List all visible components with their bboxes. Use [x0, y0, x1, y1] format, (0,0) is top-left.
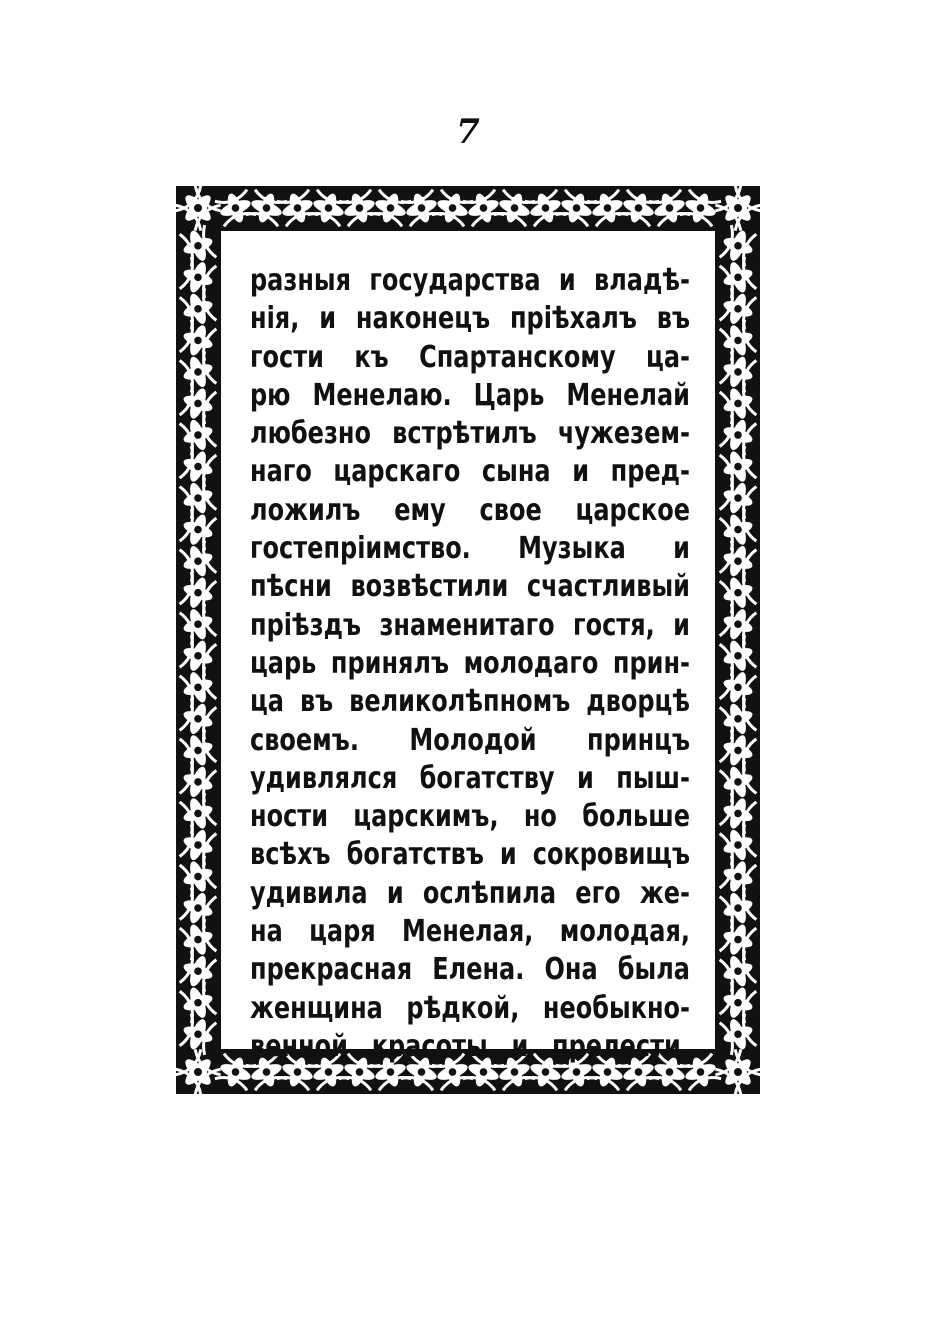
text-line	[250, 951, 690, 989]
word: наго	[250, 454, 312, 490]
word: царскаго	[333, 454, 461, 490]
word: венной	[250, 1028, 348, 1064]
word: Елена.	[432, 952, 525, 988]
text-line	[250, 607, 690, 645]
word: наконецъ	[355, 301, 491, 337]
word: пѣсни	[250, 569, 332, 605]
word: нія,	[250, 301, 300, 337]
text-line	[250, 530, 690, 568]
word: ца-	[646, 339, 690, 375]
word: Царь	[473, 377, 545, 413]
word: владѣ-	[594, 263, 690, 298]
word: и	[511, 1028, 529, 1064]
word: всѣхъ	[250, 837, 331, 873]
text-line	[250, 798, 690, 836]
word: и	[576, 760, 594, 796]
word: сына	[481, 454, 551, 490]
text-line	[250, 262, 690, 300]
word: принялъ	[330, 645, 450, 681]
word: и	[499, 837, 517, 873]
word: но	[523, 799, 557, 835]
word: его	[575, 875, 621, 911]
word: удивлялся	[250, 760, 398, 796]
text-line	[250, 683, 690, 721]
word: своемъ.	[250, 722, 359, 758]
word: рю	[250, 377, 291, 413]
word: же-	[639, 875, 690, 911]
word: Музыка	[518, 531, 626, 567]
word: была	[617, 952, 690, 988]
word: великолѣпномъ	[349, 684, 571, 720]
text-line	[250, 990, 690, 1028]
page-number: 7	[456, 112, 480, 152]
word: ослѣпила	[422, 875, 557, 911]
word: необыкно-	[542, 990, 690, 1026]
word: пріѣхалъ	[509, 301, 637, 337]
text-line	[250, 645, 690, 683]
word: Спартанскому	[419, 339, 616, 375]
word: богатству	[419, 760, 555, 796]
word: Она	[544, 952, 598, 988]
word: и	[673, 607, 690, 643]
word: Менелай	[566, 377, 690, 413]
word: ца	[250, 684, 284, 720]
word: красоты	[371, 1028, 488, 1064]
word: Молодой	[409, 722, 537, 758]
text-line	[250, 415, 690, 453]
text-line	[250, 875, 690, 913]
word: царское	[575, 492, 690, 528]
word: въ	[656, 301, 690, 337]
text-line	[250, 1028, 690, 1066]
text-line	[250, 453, 690, 491]
word: пыш-	[616, 760, 690, 796]
word: прекрасная	[250, 952, 413, 988]
word: и	[558, 263, 576, 298]
text-line	[250, 300, 690, 338]
word: чужезем-	[557, 416, 690, 452]
word: сокровищъ	[532, 837, 690, 873]
word: гостя,	[573, 607, 655, 643]
word: счастливый	[526, 569, 690, 605]
word: царь	[250, 645, 317, 681]
word: молодая,	[559, 914, 690, 950]
word: дворцѣ	[586, 684, 690, 720]
word: Менелая,	[402, 914, 534, 950]
word: больше	[582, 799, 690, 835]
word: прелести.	[552, 1028, 690, 1064]
word: пред-	[610, 454, 690, 490]
word: удивила	[250, 875, 368, 911]
word: гости	[250, 339, 324, 375]
word: пріѣздъ	[250, 607, 362, 643]
text-line	[250, 492, 690, 530]
text-line	[250, 722, 690, 760]
body-text	[250, 262, 690, 1066]
word: на	[250, 914, 283, 950]
word: знаменитаго	[379, 607, 555, 643]
text-line	[250, 760, 690, 798]
text-line	[250, 836, 690, 874]
word: молодаго	[463, 645, 599, 681]
word: и	[319, 301, 337, 337]
word: въ	[299, 684, 334, 720]
word: встрѣтилъ	[392, 416, 537, 452]
word: царя	[309, 914, 376, 950]
word: и	[386, 875, 404, 911]
word: принцъ	[587, 722, 690, 758]
word: рѣдкой,	[406, 990, 520, 1026]
word: прин-	[612, 645, 690, 681]
word: ему	[394, 492, 446, 528]
text-line	[250, 568, 690, 606]
word: и	[673, 531, 690, 567]
word: разныя	[250, 263, 352, 298]
word: Менелаю.	[312, 377, 452, 413]
word: возвѣстили	[350, 569, 509, 605]
word: къ	[354, 339, 389, 375]
word: любезно	[250, 416, 371, 452]
word: гостепріимство.	[250, 531, 471, 567]
word: свое	[479, 492, 542, 528]
word: женщина	[250, 990, 383, 1026]
word: ности	[250, 799, 329, 835]
text-line	[250, 339, 690, 377]
word: государства	[369, 263, 541, 298]
word: и	[572, 454, 590, 490]
word: богатствъ	[346, 837, 484, 873]
word: царскимъ,	[353, 799, 499, 835]
text-line	[250, 377, 690, 415]
word: ложилъ	[250, 492, 361, 528]
text-line	[250, 913, 690, 951]
